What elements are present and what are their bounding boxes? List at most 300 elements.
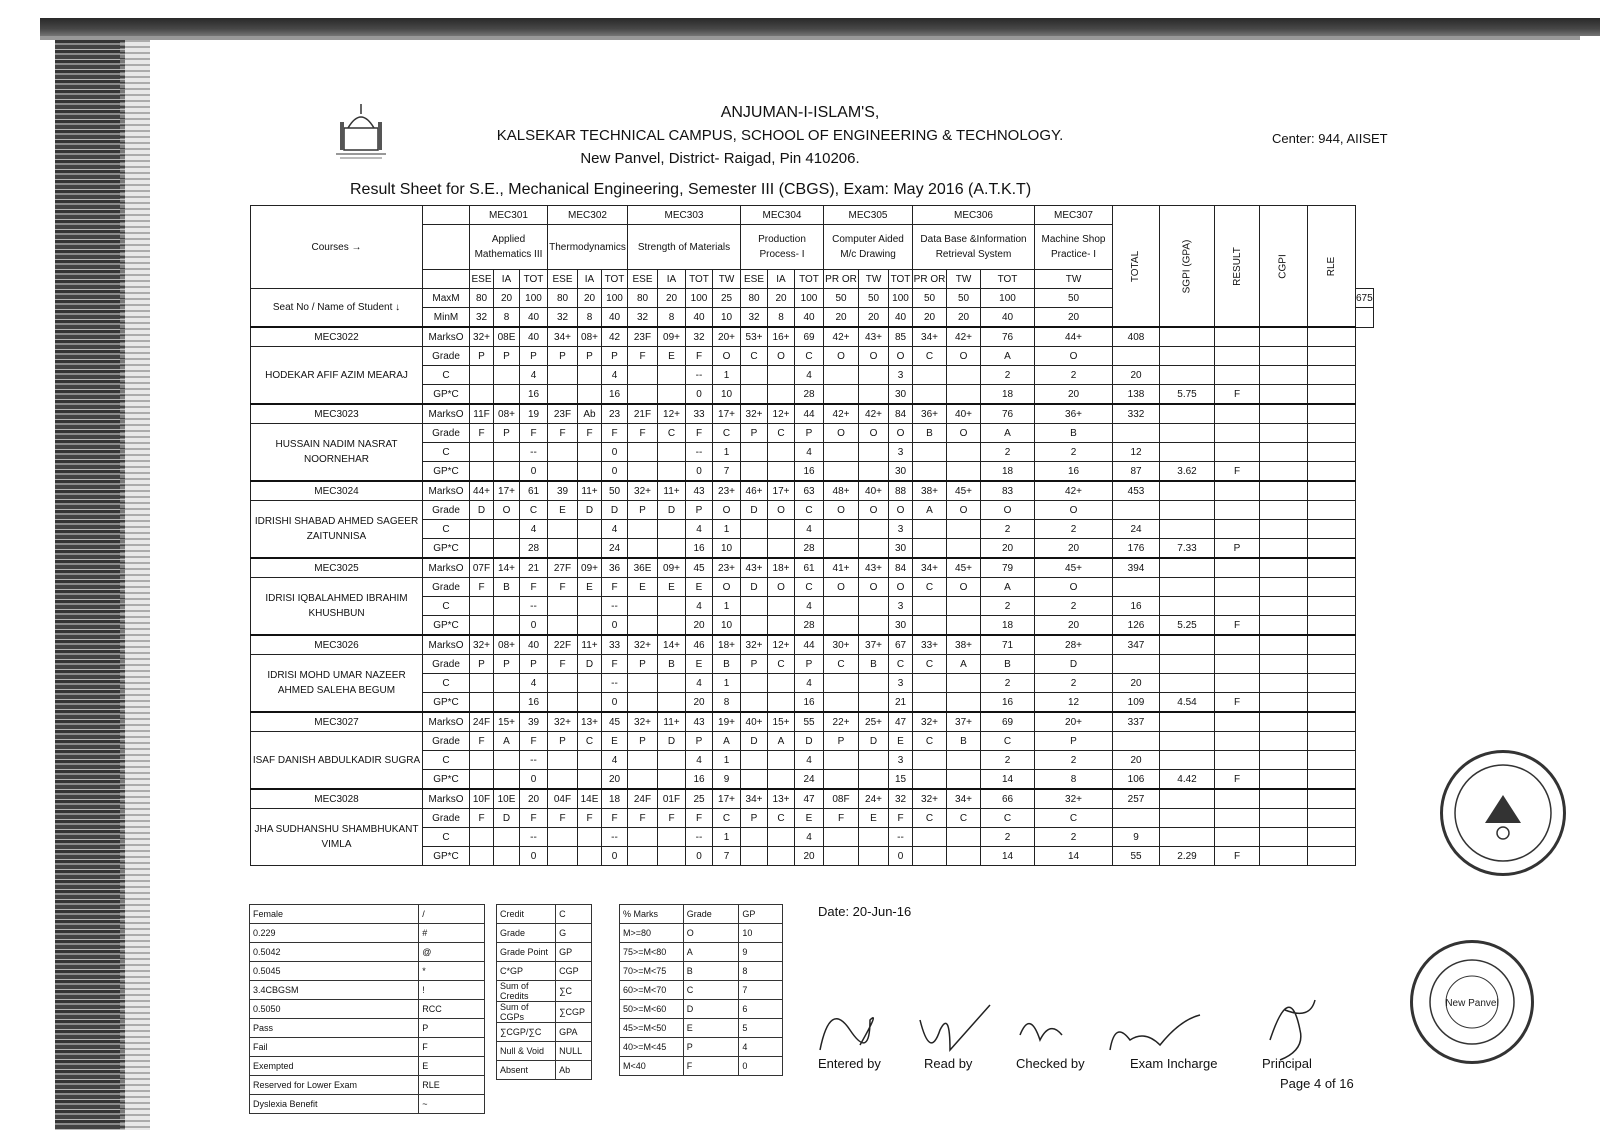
mark-cell (628, 847, 658, 866)
mark-cell: 37+ (859, 635, 889, 655)
mark-cell: F (602, 655, 628, 674)
legend-abbr: ∑CGP (556, 1002, 592, 1023)
mark-cell: 2 (1035, 366, 1113, 385)
mark-cell: 2 (1035, 828, 1113, 847)
mark-cell (494, 674, 520, 693)
mark-cell: 4 (795, 520, 824, 539)
blank-cell (1160, 655, 1215, 674)
grading-cell: B (683, 962, 739, 981)
mark-cell: O (824, 501, 859, 520)
mark-cell (1113, 655, 1160, 674)
mark-cell (768, 462, 795, 482)
mark-cell: P (494, 655, 520, 674)
mark-cell (859, 616, 889, 636)
mark-cell: 4 (686, 751, 713, 770)
blank-cell (1308, 327, 1356, 347)
mark-cell (913, 366, 947, 385)
blank-cell (1215, 558, 1260, 578)
course-code: MEC307 (1035, 206, 1113, 225)
maxm-value: 80 (470, 289, 494, 308)
blank-cell (1260, 404, 1308, 424)
mark-cell (628, 366, 658, 385)
row-label: MarksO (423, 712, 470, 732)
mark-cell: 24F (470, 712, 494, 732)
mark-cell: 9 (1113, 828, 1160, 847)
mark-cell: C (658, 424, 686, 443)
mark-cell: E (658, 578, 686, 597)
mark-cell: C (520, 501, 548, 520)
mark-cell: O (859, 347, 889, 366)
blank-cell (1160, 327, 1215, 347)
result-value: F (1215, 616, 1260, 636)
minm-value: 32 (470, 308, 494, 328)
mark-cell: 16+ (768, 327, 795, 347)
mark-cell: 2 (1035, 520, 1113, 539)
mark-cell: 13+ (578, 712, 602, 732)
mark-cell (859, 751, 889, 770)
mark-cell: 76 (981, 404, 1035, 424)
mark-cell: 4 (795, 751, 824, 770)
blank-cell (1308, 443, 1356, 462)
mark-cell (658, 751, 686, 770)
side-header (1308, 206, 1356, 328)
rle-cell (1308, 462, 1356, 482)
mark-cell: 12 (1035, 693, 1113, 713)
mark-cell: 18 (602, 789, 628, 809)
mark-cell: O (1035, 578, 1113, 597)
mark-cell: E (578, 578, 602, 597)
mark-cell (548, 616, 578, 636)
mark-cell: 42+ (947, 327, 981, 347)
mark-cell (1113, 347, 1160, 366)
mark-cell (628, 539, 658, 559)
mark-cell: 32+ (913, 712, 947, 732)
mark-cell: 1 (713, 751, 741, 770)
mark-cell: F (578, 424, 602, 443)
mark-cell (470, 597, 494, 616)
mark-cell: C (913, 578, 947, 597)
blank-cell (1260, 520, 1308, 539)
mark-cell: B (494, 578, 520, 597)
legend-symbol: E (419, 1057, 485, 1076)
mark-cell (578, 539, 602, 559)
mark-cell (494, 539, 520, 559)
mark-cell: O (859, 501, 889, 520)
maxm-value: 100 (981, 289, 1035, 308)
mark-cell: 63 (795, 481, 824, 501)
course-code: MEC306 (913, 206, 1035, 225)
mark-cell (470, 539, 494, 559)
mark-cell: 79 (981, 558, 1035, 578)
mark-cell: 12+ (768, 404, 795, 424)
mark-cell (741, 616, 768, 636)
mark-cell: 4 (686, 520, 713, 539)
minm-value: 32 (741, 308, 768, 328)
mark-cell: 9 (713, 770, 741, 790)
mark-cell: 4 (602, 520, 628, 539)
maxm-value: 80 (548, 289, 578, 308)
blank-cell (1260, 578, 1308, 597)
mark-cell: 2 (981, 751, 1035, 770)
grading-cell: 8 (739, 962, 783, 981)
mark-cell: 09+ (658, 327, 686, 347)
mark-cell: 30 (889, 616, 913, 636)
mark-cell: 10 (713, 385, 741, 405)
mark-cell: 07F (470, 558, 494, 578)
mark-cell (824, 751, 859, 770)
mark-cell (658, 385, 686, 405)
legend-abbr: C (556, 905, 592, 924)
mark-cell (470, 751, 494, 770)
svg-text:New Panvel: New Panvel (1445, 998, 1499, 1009)
mark-cell (494, 443, 520, 462)
mark-cell: 01F (658, 789, 686, 809)
mark-cell: 11+ (578, 481, 602, 501)
mark-cell (578, 751, 602, 770)
seat-number: MEC3022 (251, 327, 423, 347)
blank-cell (1215, 501, 1260, 520)
mark-cell: 126 (1113, 616, 1160, 636)
mark-cell: 33 (602, 635, 628, 655)
legend-symbol: ! (419, 981, 485, 1000)
blank-cell (1215, 366, 1260, 385)
mark-cell: C (768, 424, 795, 443)
mark-cell: F (889, 809, 913, 828)
mark-cell: 32 (686, 327, 713, 347)
grading-header: GP (739, 905, 783, 924)
mark-cell (859, 520, 889, 539)
row-label: MarksO (423, 404, 470, 424)
maxm-value: 20 (578, 289, 602, 308)
grading-header: Grade (683, 905, 739, 924)
blank-cell (1260, 366, 1308, 385)
blank-cell (1215, 789, 1260, 809)
mark-cell: F (686, 424, 713, 443)
mark-cell: A (713, 732, 741, 751)
mark-cell: O (768, 501, 795, 520)
row-label: C (423, 366, 470, 385)
mark-cell: 4 (686, 674, 713, 693)
mark-cell (768, 443, 795, 462)
mark-cell: 32+ (628, 481, 658, 501)
maxm-value: 100 (686, 289, 713, 308)
mark-cell: 43 (686, 712, 713, 732)
row-label: GP*C (423, 693, 470, 713)
mark-cell: 24+ (859, 789, 889, 809)
mark-cell (859, 462, 889, 482)
legend-symbol: @ (419, 943, 485, 962)
mark-cell: F (686, 809, 713, 828)
mark-cell: 45+ (947, 558, 981, 578)
mark-cell: -- (520, 751, 548, 770)
mark-cell (947, 693, 981, 713)
sgpi-value: 5.75 (1160, 385, 1215, 405)
mark-cell: 25+ (859, 712, 889, 732)
mark-cell: 45 (686, 558, 713, 578)
mark-cell: 12+ (768, 635, 795, 655)
mark-cell: 0 (520, 770, 548, 790)
mark-cell: D (658, 732, 686, 751)
mark-cell: 4 (520, 520, 548, 539)
mark-cell: B (658, 655, 686, 674)
mark-cell (741, 539, 768, 559)
row-label: C (423, 520, 470, 539)
blank-cell (1308, 828, 1356, 847)
mark-cell: 7 (713, 847, 741, 866)
minm-value: 32 (548, 308, 578, 328)
blank-cell (1260, 712, 1308, 732)
mark-cell: F (520, 809, 548, 828)
course-name: Machine Shop Practice- I (1035, 225, 1113, 270)
mark-cell: P (602, 347, 628, 366)
mark-cell: 22F (548, 635, 578, 655)
mark-cell: 8 (713, 693, 741, 713)
minm-value: 10 (713, 308, 741, 328)
mark-cell (1113, 501, 1160, 520)
mark-cell: 44+ (1035, 327, 1113, 347)
mark-cell: F (548, 655, 578, 674)
mark-cell: O (859, 578, 889, 597)
sgpi-value: 3.62 (1160, 462, 1215, 482)
mark-cell (628, 616, 658, 636)
mark-cell: 84 (889, 558, 913, 578)
mark-cell: F (470, 732, 494, 751)
mark-cell (913, 385, 947, 405)
blank-cell (1308, 481, 1356, 501)
blank-cell (1215, 424, 1260, 443)
mark-cell (741, 597, 768, 616)
mark-cell: 16 (602, 385, 628, 405)
mark-cell (494, 366, 520, 385)
mark-cell (658, 674, 686, 693)
mark-cell (913, 828, 947, 847)
mark-cell: B (947, 732, 981, 751)
mark-cell: 16 (686, 539, 713, 559)
mark-cell: O (889, 424, 913, 443)
mark-cell: E (658, 347, 686, 366)
subhead: TW (859, 270, 889, 289)
subhead: ESE (628, 270, 658, 289)
mark-cell: 2 (1035, 597, 1113, 616)
mark-cell (470, 693, 494, 713)
grading-cell: 4 (739, 1038, 783, 1057)
subhead: TOT (520, 270, 548, 289)
subhead: TW (1035, 270, 1113, 289)
mark-cell (548, 693, 578, 713)
mark-cell: A (494, 732, 520, 751)
mark-cell: 88 (889, 481, 913, 501)
mark-cell: 08E (494, 327, 520, 347)
rle-cell (1308, 616, 1356, 636)
mark-cell: E (889, 732, 913, 751)
course-code: MEC304 (741, 206, 824, 225)
minm-value: 20 (1035, 308, 1113, 328)
mark-cell (913, 751, 947, 770)
mark-cell: 30 (889, 539, 913, 559)
mark-cell (628, 770, 658, 790)
rle-cell (1308, 770, 1356, 790)
mark-cell (658, 597, 686, 616)
mark-cell (658, 616, 686, 636)
row-label: Grade (423, 732, 470, 751)
mark-cell: 22+ (824, 712, 859, 732)
grading-cell: M<40 (620, 1057, 684, 1076)
blank-cell (1160, 404, 1215, 424)
mark-cell (741, 520, 768, 539)
mark-cell (741, 443, 768, 462)
mark-cell: 30 (889, 462, 913, 482)
mark-cell (470, 674, 494, 693)
mark-cell: 4 (602, 751, 628, 770)
mark-cell (824, 693, 859, 713)
mark-cell (578, 520, 602, 539)
mark-cell (824, 366, 859, 385)
legend-abbr: ∑C (556, 981, 592, 1002)
mark-cell: C (913, 732, 947, 751)
mark-cell: C (1035, 809, 1113, 828)
mark-cell: C (913, 655, 947, 674)
maxm-value: 675 (1356, 289, 1374, 308)
result-value: F (1215, 693, 1260, 713)
legend-label: C*GP (497, 962, 556, 981)
mark-cell: 3 (889, 366, 913, 385)
mark-cell: 30 (889, 385, 913, 405)
blank-cell (1260, 501, 1308, 520)
mark-cell: 20 (602, 770, 628, 790)
mark-cell: O (768, 347, 795, 366)
minm-value: 20 (859, 308, 889, 328)
blank-cell (1160, 443, 1215, 462)
mark-cell: 36 (602, 558, 628, 578)
mark-cell (768, 751, 795, 770)
mark-cell: 10 (713, 616, 741, 636)
mark-cell: 28 (795, 539, 824, 559)
mark-cell: 17+ (713, 789, 741, 809)
result-table (250, 205, 1374, 866)
mark-cell: C (578, 732, 602, 751)
blank-cell (1215, 347, 1260, 366)
mark-cell (824, 385, 859, 405)
maxm-value: 100 (795, 289, 824, 308)
legend-label: 0.5042 (250, 943, 419, 962)
mark-cell: 11F (470, 404, 494, 424)
mark-cell: C (795, 578, 824, 597)
blank-cell (1215, 443, 1260, 462)
mark-cell: -- (602, 597, 628, 616)
minm-value: 32 (628, 308, 658, 328)
blank-cell (1308, 404, 1356, 424)
mark-cell: C (889, 655, 913, 674)
mark-cell: P (824, 732, 859, 751)
row-label: GP*C (423, 385, 470, 405)
mark-cell (859, 539, 889, 559)
mark-cell: P (628, 655, 658, 674)
minm-value: 8 (494, 308, 520, 328)
grading-cell: 70>=M<75 (620, 962, 684, 981)
mark-cell (824, 674, 859, 693)
mark-cell: 4 (686, 597, 713, 616)
mark-cell: 46 (686, 635, 713, 655)
course-code: MEC301 (470, 206, 548, 225)
mark-cell: 8 (1035, 770, 1113, 790)
mark-cell: 69 (795, 327, 824, 347)
mark-cell: 11+ (658, 481, 686, 501)
legend-label: Absent (497, 1061, 556, 1080)
mark-cell: O (824, 578, 859, 597)
mark-cell: 24F (628, 789, 658, 809)
signature-read-by: Read by (924, 1056, 973, 1071)
mark-cell: F (628, 809, 658, 828)
mark-cell (548, 597, 578, 616)
mark-cell (768, 385, 795, 405)
student-name: IDRISHI SHABAD AHMED SAGEER ZAITUNNISA (251, 501, 423, 559)
mark-cell: C (981, 732, 1035, 751)
mark-cell: F (520, 578, 548, 597)
mark-cell: 44 (795, 635, 824, 655)
blank-cell (1215, 404, 1260, 424)
maxm-value: 20 (494, 289, 520, 308)
mark-cell: O (889, 578, 913, 597)
blank-cell (1215, 635, 1260, 655)
mark-cell: 44 (795, 404, 824, 424)
mark-cell: 15+ (494, 712, 520, 732)
mark-cell: 45+ (1035, 558, 1113, 578)
mark-cell (578, 674, 602, 693)
mark-cell: O (768, 578, 795, 597)
mark-cell (470, 616, 494, 636)
legend-symbol: RCC (419, 1000, 485, 1019)
row-label: GP*C (423, 462, 470, 482)
mark-cell: -- (602, 674, 628, 693)
mark-cell: 09+ (578, 558, 602, 578)
grading-cell: A (683, 943, 739, 962)
mark-cell: F (548, 578, 578, 597)
mark-cell (859, 828, 889, 847)
seat-number: MEC3027 (251, 712, 423, 732)
mark-cell (628, 385, 658, 405)
row-label: C (423, 674, 470, 693)
blank-cell (1260, 597, 1308, 616)
mark-cell: F (628, 424, 658, 443)
mark-cell (741, 366, 768, 385)
seat-number: MEC3028 (251, 789, 423, 809)
sgpi-value: 2.29 (1160, 847, 1215, 866)
mark-cell: -- (686, 443, 713, 462)
mark-cell: E (859, 809, 889, 828)
mark-cell: 10 (713, 539, 741, 559)
mark-cell: 34+ (548, 327, 578, 347)
mark-cell: 37+ (947, 712, 981, 732)
mark-cell: 32+ (913, 789, 947, 809)
mark-cell: 4 (520, 674, 548, 693)
mark-cell (947, 443, 981, 462)
maxm-value: 20 (768, 289, 795, 308)
legend-symbol: P (419, 1019, 485, 1038)
mark-cell: 08+ (494, 635, 520, 655)
mark-cell (824, 539, 859, 559)
mark-cell: P (578, 347, 602, 366)
mark-cell (494, 847, 520, 866)
mark-cell: -- (686, 828, 713, 847)
mark-cell (578, 693, 602, 713)
courses-label: Courses → (251, 206, 423, 289)
mark-cell: O (713, 347, 741, 366)
minm-value: 40 (520, 308, 548, 328)
side-header-text: RLE (1325, 256, 1337, 276)
table-row (251, 558, 1374, 578)
mark-cell: 0 (602, 847, 628, 866)
mark-cell: 32+ (1035, 789, 1113, 809)
